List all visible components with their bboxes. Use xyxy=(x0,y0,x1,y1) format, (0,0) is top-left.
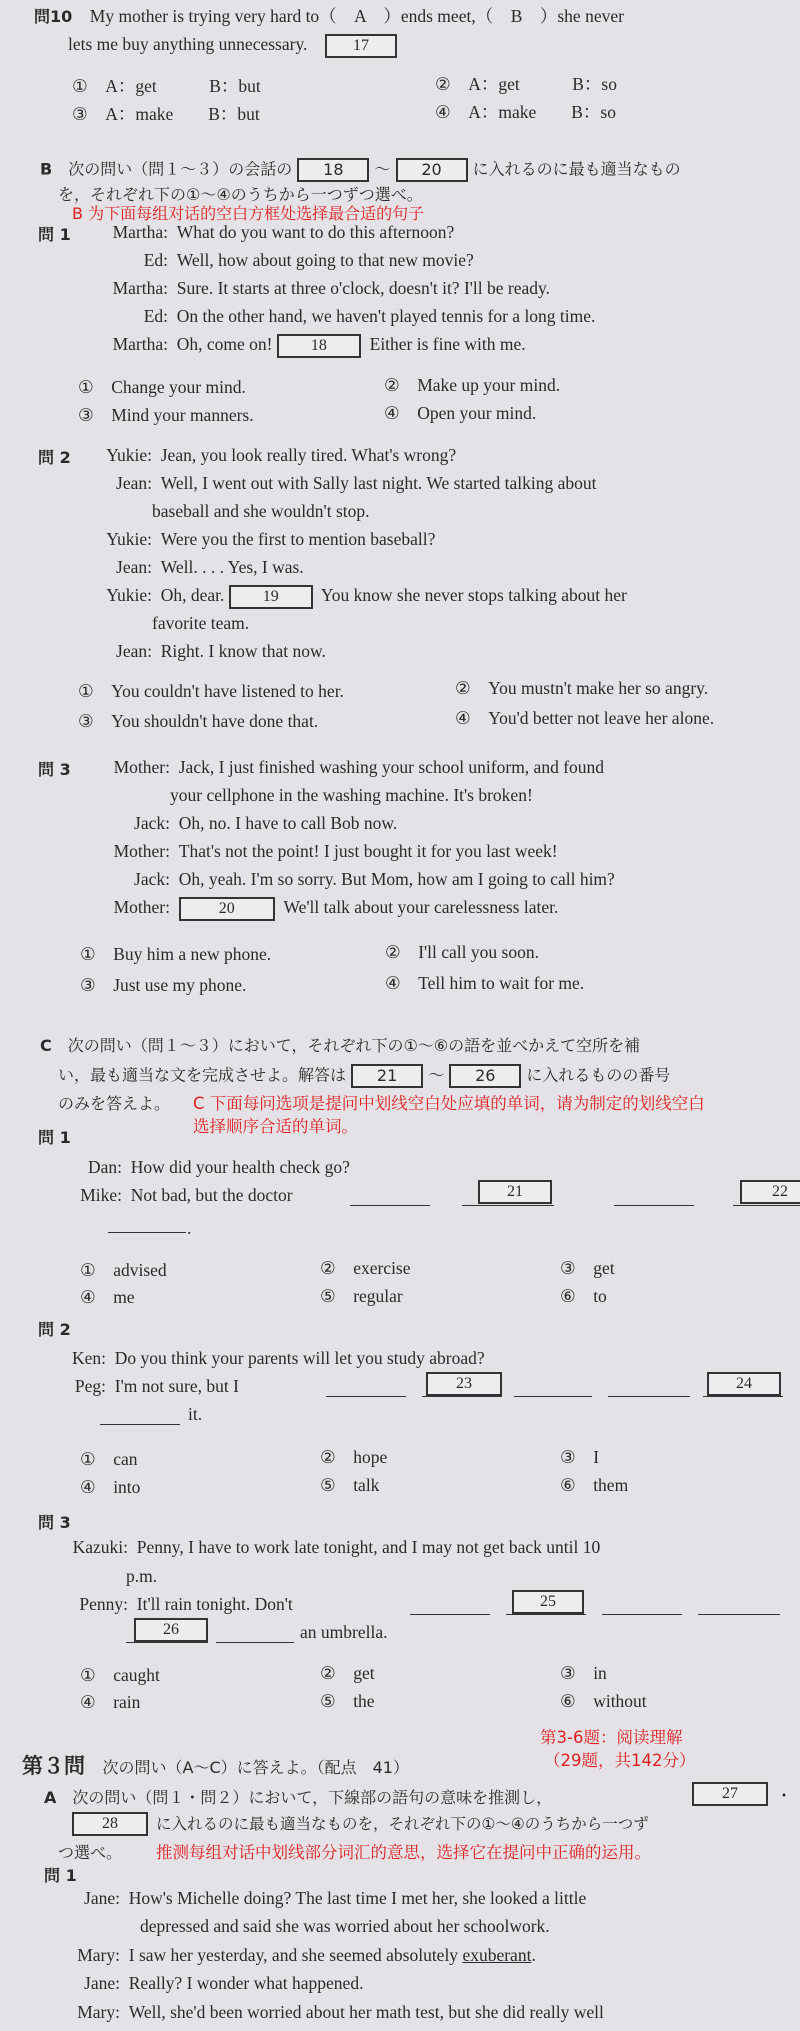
blank-21[interactable] xyxy=(462,1205,554,1206)
c1-number: 問 1 xyxy=(38,1128,71,1147)
b3-option-2[interactable]: ② I'll call you soon. xyxy=(385,942,539,962)
speaker: Martha: xyxy=(112,334,168,355)
b2-row6 xyxy=(60,641,326,662)
utterance: You know she never stops talking about her xyxy=(320,585,627,606)
a1-row1-cont: depressed and said she was worried about her schoolwork. xyxy=(140,1916,550,1936)
b1-option-3[interactable]: ③ Mind your manners. xyxy=(78,405,254,425)
q10-stem-2: lets me buy anything unnecessary. xyxy=(68,34,308,55)
speaker: Ken: xyxy=(71,1348,106,1368)
utterance: It'll rain tonight. Don't xyxy=(136,1594,293,1614)
b1-row5 xyxy=(60,334,526,358)
answer-box-19[interactable]: 19 xyxy=(229,585,313,609)
q10-line2 xyxy=(68,34,397,58)
utterance: Well. . . . Yes, I was. xyxy=(160,557,304,577)
answer-box-26[interactable]: 26 xyxy=(134,1618,208,1642)
speaker: Mother: xyxy=(113,841,170,861)
blank[interactable] xyxy=(698,1614,780,1615)
utterance: How's Michelle doing? The last time I met her, she looked a little xyxy=(128,1888,587,1908)
utterance: Were you the first to mention baseball? xyxy=(160,529,436,549)
blank-22[interactable] xyxy=(733,1205,800,1206)
utterance: What do you want to do this afternoon? xyxy=(176,222,455,242)
section-b-note: B 为下面每组对话的空白方框处选择最合适的句子 xyxy=(72,204,425,223)
speaker: Jane: xyxy=(84,1888,120,1908)
c1-option-6[interactable]: ⑥ to xyxy=(560,1286,607,1306)
answer-box-21[interactable]: 21 xyxy=(351,1064,423,1088)
utterance: How did your health check go? xyxy=(130,1157,350,1177)
c3-option-3[interactable]: ③ in xyxy=(560,1663,607,1683)
section-a-line3: つ選べ。 xyxy=(58,1843,123,1862)
b1-option-1[interactable]: ① Change your mind. xyxy=(78,377,246,397)
section-a-note: 推测每组对话中划线部分词汇的意思，选择它在提问中正确的运用。 xyxy=(156,1843,651,1862)
b2-option-3[interactable]: ③ You shouldn't have done that. xyxy=(78,711,319,731)
blank[interactable] xyxy=(514,1396,592,1397)
speaker: Mike: xyxy=(80,1185,122,1205)
c3-row3: an umbrella. xyxy=(300,1622,388,1642)
speaker: Ed: xyxy=(143,250,168,270)
section-a-label: A xyxy=(44,1788,57,1807)
b1-row3 xyxy=(60,278,550,299)
q10-line1 xyxy=(34,6,624,27)
utterance: Well, she'd been worried about her math test, but she did really well xyxy=(128,2002,604,2022)
b2-option-4[interactable]: ④ You'd better not leave her alone. xyxy=(455,708,715,728)
b1-row1 xyxy=(60,222,454,243)
speaker: Yukie: xyxy=(106,445,152,465)
answer-box-22[interactable]: 22 xyxy=(740,1180,800,1204)
section-b-text-2: に入れるのに最も適当なもの xyxy=(472,159,681,179)
q10-number: 問10 xyxy=(34,7,73,26)
utterance: Do you think your parents will let you study abroad? xyxy=(114,1348,485,1368)
section3-note-2: （29题，共142分） xyxy=(544,1751,696,1770)
a1-row2 xyxy=(60,1945,536,1966)
b1-option-2[interactable]: ② Make up your mind. xyxy=(384,375,561,395)
section-c-text-3: に入れるものの番号 xyxy=(526,1065,671,1085)
section3-note-1: 第3-6题：阅读理解 xyxy=(540,1728,683,1747)
section-a-line1 xyxy=(44,1788,552,1807)
answer-box-20[interactable]: 20 xyxy=(396,158,468,182)
answer-box-28[interactable]: 28 xyxy=(72,1812,148,1836)
b3-number: 問 3 xyxy=(38,760,71,779)
b2-row4 xyxy=(60,557,304,578)
speaker: Mother: xyxy=(113,757,170,777)
section-a-text: 次の問い（問１・問２）において，下線部の語句の意味を推測し， xyxy=(72,1788,553,1807)
c3-option-5[interactable]: ⑤ the xyxy=(320,1691,375,1711)
b2-row5-cont: favorite team. xyxy=(152,613,250,633)
section-c-note-1: C 下面每问选项是提问中划线空白处应填的单词，请为制定的划线空白 xyxy=(193,1094,705,1113)
c3-option-1[interactable]: ① caught xyxy=(80,1665,160,1685)
section3-header xyxy=(22,1754,409,1779)
speaker: Jack: xyxy=(134,813,170,833)
c1-row1 xyxy=(60,1157,350,1178)
utterance: Jack, I just finished washing your school uniform, and found xyxy=(178,757,605,777)
section-c-line1 xyxy=(40,1036,640,1055)
b2-option-2[interactable]: ② You mustn't make her so angry. xyxy=(455,678,709,698)
speaker: Mary: xyxy=(77,2002,120,2022)
answer-box-18[interactable]: 18 xyxy=(297,158,369,182)
c2-row2 xyxy=(60,1376,239,1397)
section-c-line3: のみを答えよ。 xyxy=(58,1094,171,1113)
blank[interactable] xyxy=(410,1614,490,1615)
blank[interactable] xyxy=(216,1642,294,1643)
c2-option-6[interactable]: ⑥ them xyxy=(560,1475,629,1495)
utterance: Not bad, but the doctor xyxy=(130,1185,293,1205)
a1-number: 問 1 xyxy=(44,1866,77,1885)
speaker: Kazuki: xyxy=(72,1537,128,1557)
section3-desc: 次の問い（A～C）に答えよ。（配点 41） xyxy=(102,1758,409,1777)
answer-box-21[interactable]: 21 xyxy=(478,1180,552,1204)
blank[interactable] xyxy=(350,1205,430,1206)
b3-row3 xyxy=(60,841,558,862)
speaker: Yukie: xyxy=(106,529,152,549)
speaker: Jack: xyxy=(134,869,170,889)
c2-option-4[interactable]: ④ into xyxy=(80,1477,141,1497)
utterance: Sure. It starts at three o'clock, doesn't it? I'll be ready. xyxy=(176,278,551,298)
section-a-line2: に入れるのに最も適当なものを，それぞれ下の①～④のうちから一つず xyxy=(156,1815,649,1833)
c2-option-1[interactable]: ① can xyxy=(80,1449,138,1469)
b2-number: 問 2 xyxy=(38,448,71,467)
c3-row2 xyxy=(58,1594,293,1615)
blank[interactable] xyxy=(108,1232,186,1233)
utterance: Oh, yeah. I'm so sorry. But Mom, how am I going to call him? xyxy=(178,869,615,889)
b2-row2 xyxy=(60,473,597,494)
speaker: Martha: xyxy=(112,278,168,298)
utterance: Really? I wonder what happened. xyxy=(128,1973,364,1993)
a1-row3 xyxy=(60,1973,363,1994)
utterance: That's not the point! I just bought it for you last week! xyxy=(178,841,558,861)
answer-box-23[interactable]: 23 xyxy=(426,1372,502,1396)
b2-option-1[interactable]: ① You couldn't have listened to her. xyxy=(78,681,344,701)
utterance: Oh, come on! xyxy=(176,334,273,355)
section-b-line2: を，それぞれ下の①～④のうちから一つずつ選べ。 xyxy=(58,185,423,204)
a1-row1 xyxy=(60,1888,586,1909)
speaker: Jean: xyxy=(116,473,152,493)
speaker: Jean: xyxy=(116,557,152,577)
b3-row5 xyxy=(60,897,558,921)
speaker: Mary: xyxy=(77,1945,120,1965)
b1-row4 xyxy=(60,306,595,327)
section-b-text: 次の問い（問１～３）の会話の xyxy=(68,159,293,179)
answer-box-17[interactable]: 17 xyxy=(325,34,397,58)
answer-box-25[interactable]: 25 xyxy=(512,1590,584,1614)
q10-option-2[interactable]: ② A：get B：so xyxy=(435,74,617,94)
speaker: Penny: xyxy=(79,1594,128,1614)
speaker: Jane: xyxy=(84,1973,120,1993)
speaker: Dan: xyxy=(87,1157,122,1177)
c3-row1 xyxy=(58,1537,600,1558)
section-c-note-2: 选择顺序合适的单词。 xyxy=(193,1117,358,1136)
blank-24[interactable] xyxy=(703,1396,783,1397)
c2-row3: it. xyxy=(188,1404,203,1424)
section-c-line2 xyxy=(58,1064,670,1088)
utterance: I'm not sure, but I xyxy=(114,1376,239,1396)
section-c-text-2: い，最も適当な文を完成させよ。解答は xyxy=(58,1065,347,1085)
utterance: On the other hand, we haven't played tennis for a long time. xyxy=(176,306,596,326)
b2-row2-cont: baseball and she wouldn't stop. xyxy=(152,501,370,521)
c2-option-5[interactable]: ⑤ talk xyxy=(320,1475,380,1495)
speaker: Mother: xyxy=(113,897,170,918)
utterance: Oh, dear. xyxy=(160,585,225,606)
answer-box-24[interactable]: 24 xyxy=(707,1372,781,1396)
answer-box-18[interactable]: 18 xyxy=(277,334,361,358)
utterance: Well, how about going to that new movie? xyxy=(176,250,474,270)
blank[interactable] xyxy=(100,1424,180,1425)
blank[interactable] xyxy=(608,1396,690,1397)
utterance: Well, I went out with Sally last night. We started talking about xyxy=(160,473,597,493)
utterance: . xyxy=(531,1945,536,1965)
section-b-line1 xyxy=(40,158,681,182)
speaker: Ed: xyxy=(143,306,168,326)
b3-row2 xyxy=(60,813,397,834)
speaker: Peg: xyxy=(74,1376,106,1396)
b3-option-1[interactable]: ① Buy him a new phone. xyxy=(80,944,272,964)
section3-title: 第３問 xyxy=(22,1754,85,1778)
q10-stem: My mother is trying very hard to（ A ）ends meet,（ B ）she never xyxy=(89,6,624,26)
tilde: ～ xyxy=(374,159,391,179)
c1-option-3[interactable]: ③ get xyxy=(560,1258,615,1278)
b2-row5 xyxy=(60,585,627,609)
underlined-word: exuberant xyxy=(462,1945,532,1965)
b1-row2 xyxy=(60,250,474,271)
c3-row1-cont: p.m. xyxy=(126,1566,158,1586)
utterance: Either is fine with me. xyxy=(369,334,526,355)
c2-option-3[interactable]: ③ I xyxy=(560,1447,600,1467)
b3-option-3[interactable]: ③ Just use my phone. xyxy=(80,975,247,995)
blank-26[interactable] xyxy=(126,1642,208,1643)
b2-row1 xyxy=(60,445,456,466)
b2-row3 xyxy=(60,529,435,550)
utterance: I saw her yesterday, and she seemed absolutely xyxy=(128,1945,463,1965)
section-c-text: 次の問い（問１～３）において，それぞれ下の①～⑥の語を並べかえて空所を補 xyxy=(67,1036,641,1055)
b3-row1-cont: your cellphone in the washing machine. It's broken! xyxy=(170,785,533,805)
speaker: Martha: xyxy=(112,222,168,242)
utterance: Right. I know that now. xyxy=(160,641,326,661)
utterance: Oh, no. I have to call Bob now. xyxy=(178,813,398,833)
b1-number: 問 1 xyxy=(38,225,71,244)
c3-number: 問 3 xyxy=(38,1513,71,1532)
c1-option-5[interactable]: ⑤ regular xyxy=(320,1286,403,1306)
utterance: We'll talk about your carelessness later. xyxy=(283,897,559,918)
c3-option-2[interactable]: ② get xyxy=(320,1663,375,1683)
b3-row4 xyxy=(60,869,615,890)
q10-option-3[interactable]: ③ A：make B：but xyxy=(72,104,260,124)
c3-option-6[interactable]: ⑥ without xyxy=(560,1691,647,1711)
b1-option-4[interactable]: ④ Open your mind. xyxy=(384,403,537,423)
blank[interactable] xyxy=(602,1614,682,1615)
answer-box-27[interactable]: 27 xyxy=(692,1782,768,1806)
tilde: ～ xyxy=(428,1065,445,1085)
a1-row4 xyxy=(60,2002,604,2023)
answer-box-20[interactable]: 20 xyxy=(179,897,275,921)
c2-row1 xyxy=(60,1348,485,1369)
period: . xyxy=(187,1218,192,1238)
q10-option-1[interactable]: ① A：get B：but xyxy=(72,76,261,96)
blank-23[interactable] xyxy=(422,1396,502,1397)
dot: ・ xyxy=(776,1786,793,1805)
b3-row1 xyxy=(60,757,604,778)
section-c-label: C xyxy=(40,1036,52,1055)
q10-option-4[interactable]: ④ A：make B：so xyxy=(435,102,616,122)
speaker: Yukie: xyxy=(106,585,152,606)
c3-option-4[interactable]: ④ rain xyxy=(80,1692,141,1712)
c1-row2 xyxy=(60,1185,293,1206)
c1-option-4[interactable]: ④ me xyxy=(80,1287,135,1307)
blank[interactable] xyxy=(614,1205,694,1206)
c1-option-1[interactable]: ① advised xyxy=(80,1260,167,1280)
utterance: Jean, you look really tired. What's wrong? xyxy=(160,445,457,465)
section-b-label: B xyxy=(40,159,53,179)
speaker: Jean: xyxy=(116,641,152,661)
answer-box-26[interactable]: 26 xyxy=(449,1064,521,1088)
blank-25[interactable] xyxy=(506,1614,586,1615)
c2-option-2[interactable]: ② hope xyxy=(320,1447,388,1467)
blank[interactable] xyxy=(326,1396,406,1397)
b3-option-4[interactable]: ④ Tell him to wait for me. xyxy=(385,973,585,993)
c1-option-2[interactable]: ② exercise xyxy=(320,1258,411,1278)
utterance: Penny, I have to work late tonight, and I may not get back until 10 xyxy=(136,1537,601,1557)
c2-number: 問 2 xyxy=(38,1320,71,1339)
